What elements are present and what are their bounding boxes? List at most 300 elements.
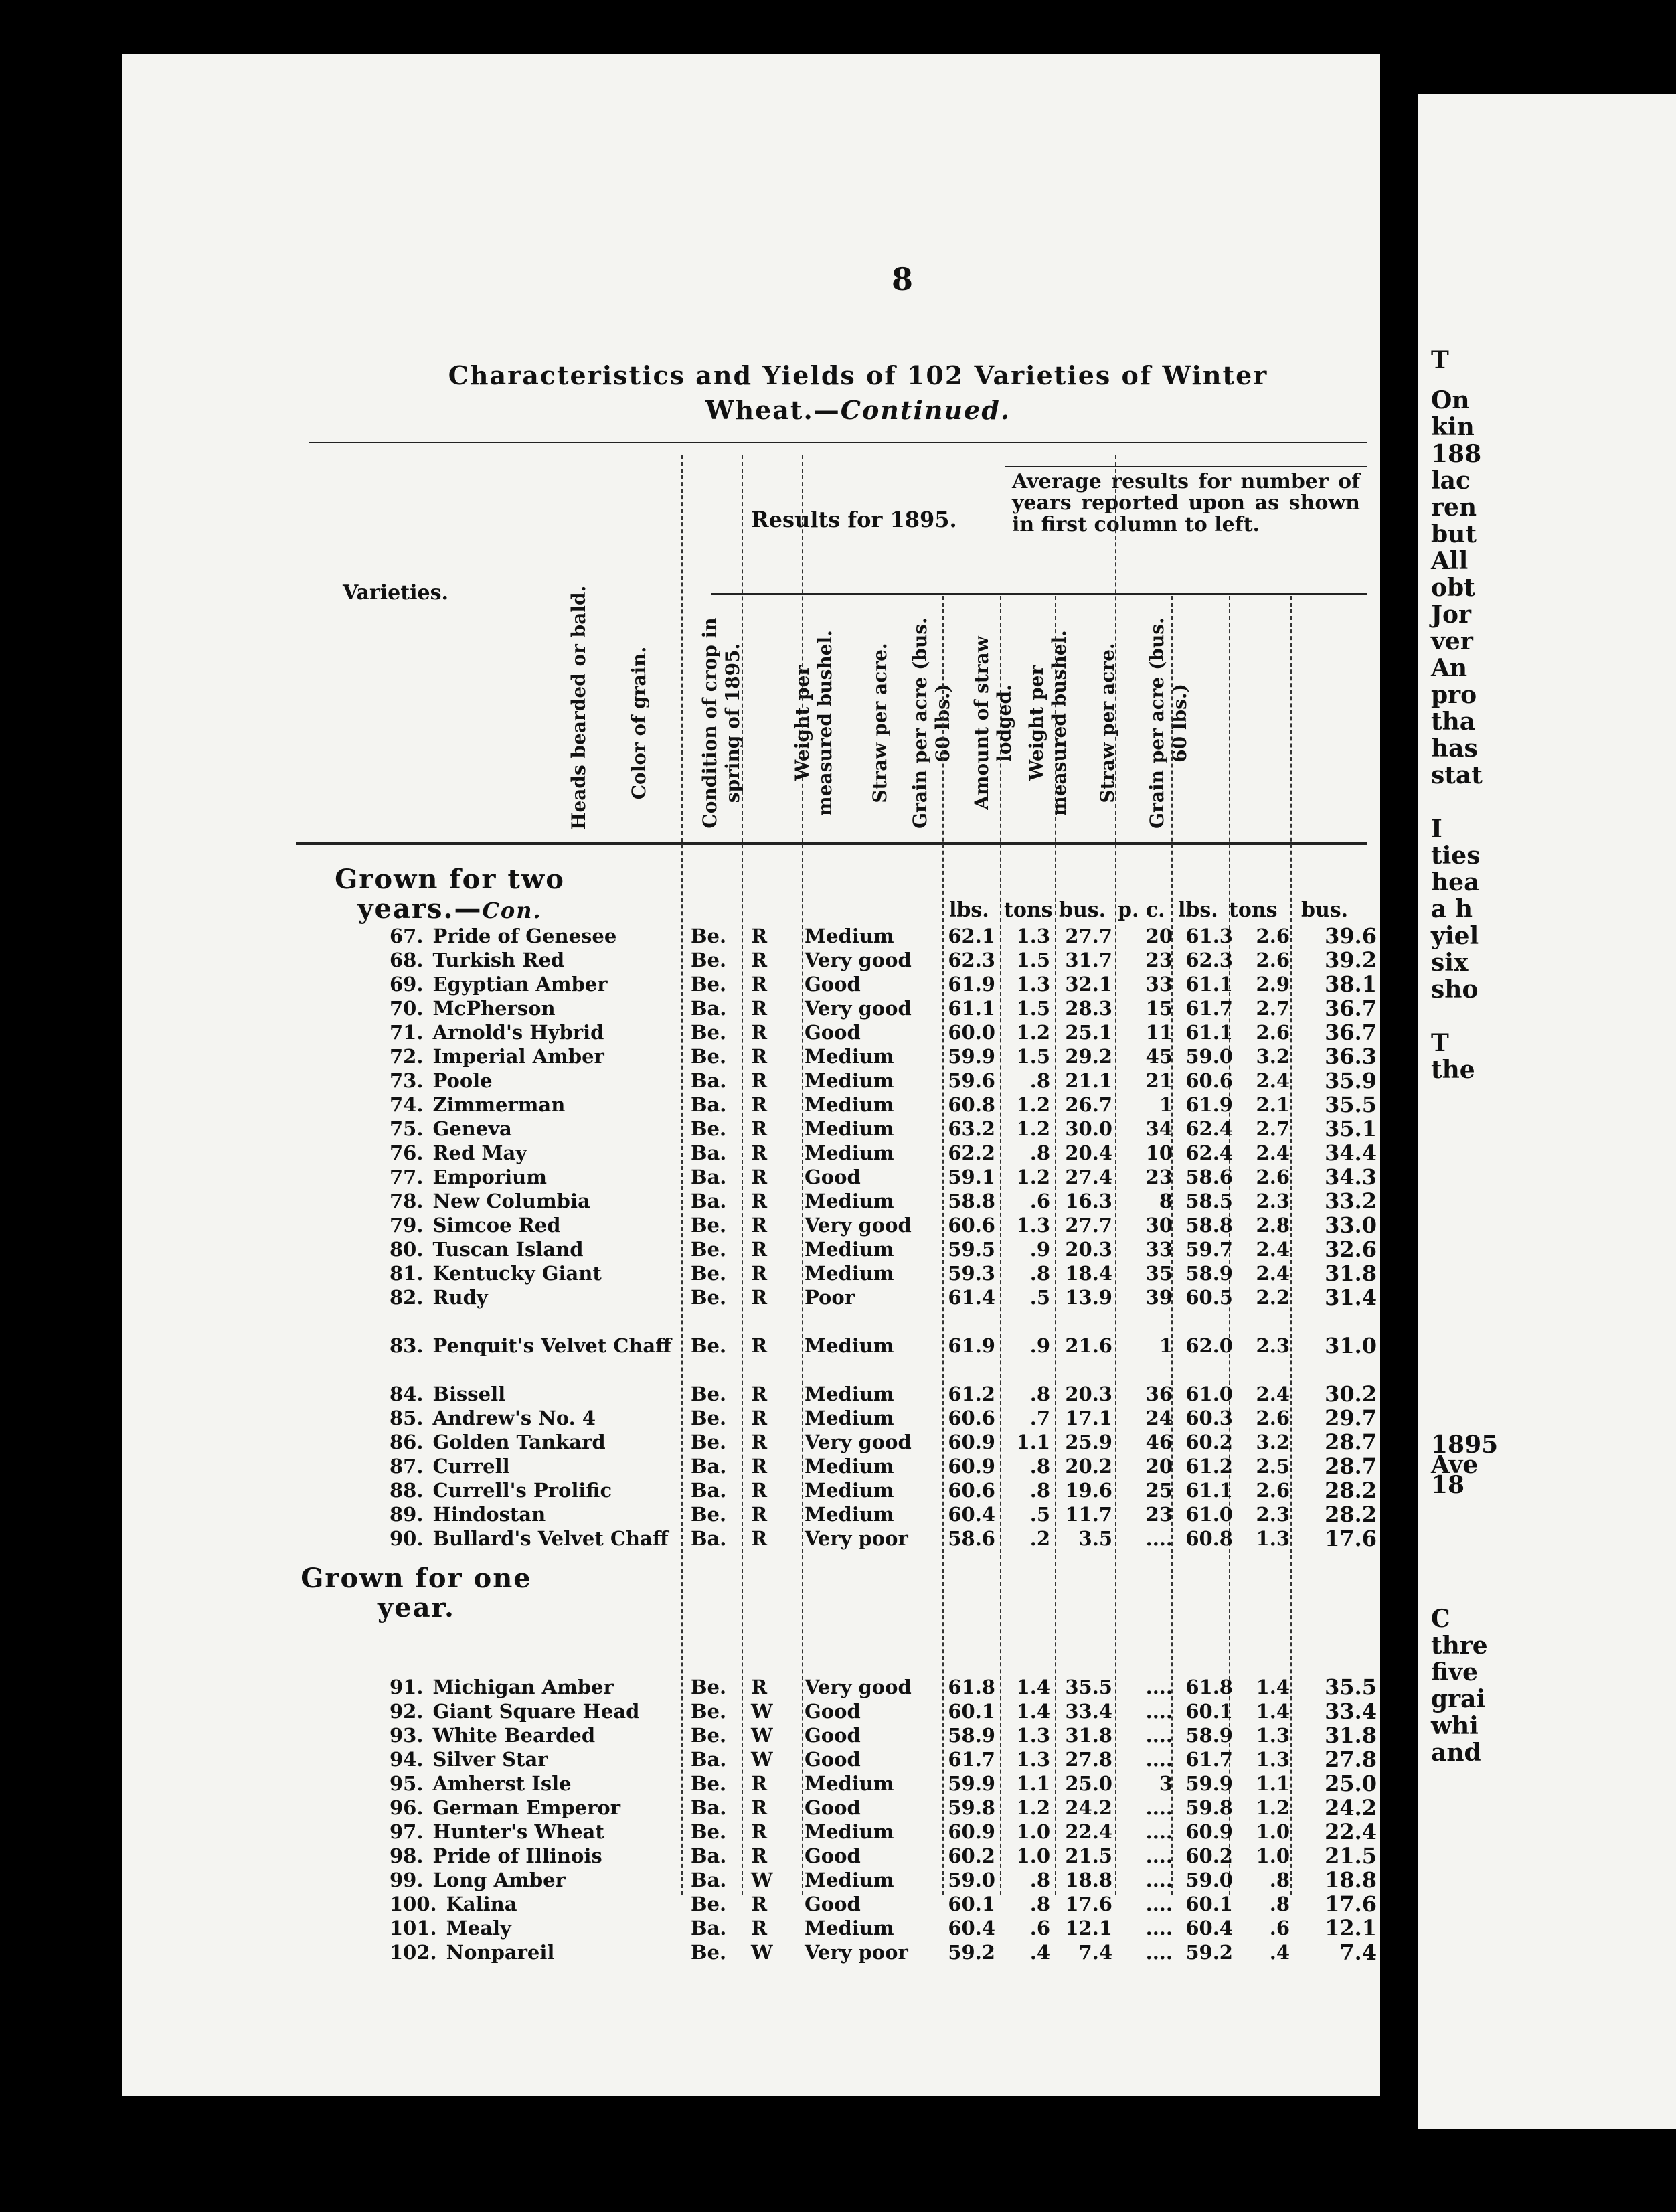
cell-heads: Be. [691, 973, 727, 996]
cell-heads: Be. [691, 1893, 727, 1915]
variety-number: 78. [390, 1190, 424, 1212]
variety-number: 82. [390, 1286, 424, 1309]
table-row [390, 948, 1394, 972]
cell-cond: Medium [805, 1479, 894, 1502]
variety-number: 72. [390, 1045, 424, 1068]
variety-label: Silver Star [432, 1748, 548, 1771]
header-weight: Weight per measured bushel. [791, 630, 836, 816]
cell-lodged: 1 [1159, 1334, 1173, 1357]
header-heads: Heads bearded or bald. [568, 585, 590, 830]
header-avg-weight: Weight per measured bushel. [1025, 630, 1070, 816]
cell-lodged: 23 [1145, 1503, 1173, 1526]
table-row [390, 1478, 1394, 1502]
cell-color: R [751, 1045, 768, 1068]
variety-number: 99. [390, 1869, 424, 1891]
facing-page-fragment: sho [1431, 975, 1479, 1004]
cell-awt: 60.3 [1185, 1407, 1233, 1429]
cell-straw: .5 [1029, 1503, 1050, 1526]
cell-straw: .4 [1029, 1941, 1050, 1964]
variety-number: 100. [390, 1893, 437, 1915]
cell-astraw: 2.2 [1256, 1286, 1290, 1309]
cell-straw: 1.3 [1016, 1748, 1050, 1771]
cell-straw: .8 [1029, 1455, 1050, 1478]
cell-awt: 59.0 [1185, 1045, 1233, 1068]
cell-straw: 1.2 [1016, 1021, 1050, 1044]
cell-straw: 1.3 [1016, 1214, 1050, 1237]
cell-wt: 59.8 [948, 1796, 995, 1819]
variety-number: 77. [390, 1166, 424, 1188]
variety-name [390, 1454, 684, 1478]
variety-number: 84. [390, 1382, 424, 1405]
document-page [122, 54, 1380, 2096]
header-color: Color of grain. [628, 646, 650, 800]
variety-number: 95. [390, 1772, 424, 1795]
cell-color: R [751, 1334, 768, 1357]
variety-label: Bullard's Velvet Chaff [432, 1527, 669, 1550]
cell-lodged: 15 [1145, 997, 1173, 1020]
variety-name [390, 1406, 684, 1430]
cell-awt: 61.7 [1185, 997, 1233, 1020]
cell-wt: 61.9 [948, 1334, 995, 1357]
variety-label: Pride of Genesee [432, 925, 617, 947]
cell-astraw: 2.7 [1256, 1117, 1290, 1140]
cell-grain: 3.5 [1078, 1527, 1112, 1550]
cell-astraw: .6 [1269, 1917, 1290, 1940]
cell-grain: 27.7 [1065, 1214, 1112, 1237]
cell-wt: 61.9 [948, 973, 995, 996]
cell-awt: 61.1 [1185, 973, 1233, 996]
cell-color: R [751, 1503, 768, 1526]
cell-cond: Good [805, 1700, 861, 1723]
cell-wt: 62.2 [948, 1141, 995, 1164]
variety-label: Currell [432, 1455, 510, 1478]
table-row [390, 1020, 1394, 1044]
cell-color: R [751, 1844, 768, 1867]
cell-lodged: 33 [1145, 1238, 1173, 1261]
facing-page-fragment: thre [1431, 1632, 1488, 1660]
facing-page-fragment: 18 [1431, 1471, 1465, 1499]
cell-cond: Medium [805, 1045, 894, 1068]
cell-grain: 25.0 [1065, 1772, 1112, 1795]
cell-lodged: 36 [1145, 1382, 1173, 1405]
cell-awt: 58.9 [1185, 1724, 1233, 1747]
variety-label: Kentucky Giant [432, 1262, 602, 1285]
cell-color: R [751, 1166, 768, 1188]
cell-cond: Very good [805, 1431, 912, 1453]
cell-heads: Be. [691, 1407, 727, 1429]
variety-number: 87. [390, 1455, 424, 1478]
cell-agrain: 34.3 [1325, 1164, 1377, 1190]
cell-heads: Be. [691, 925, 727, 947]
cell-straw: 1.1 [1016, 1431, 1050, 1453]
cell-heads: Be. [691, 949, 727, 971]
variety-number: 69. [390, 973, 424, 996]
cell-grain: 7.4 [1078, 1941, 1112, 1964]
cell-lodged: .... [1145, 1700, 1173, 1723]
variety-label: Andrew's No. 4 [432, 1407, 596, 1429]
cell-astraw: 2.6 [1256, 1407, 1290, 1429]
variety-name [390, 1796, 684, 1820]
variety-number: 75. [390, 1117, 424, 1140]
variety-label: Golden Tankard [432, 1431, 606, 1453]
cell-cond: Very poor [805, 1941, 908, 1964]
variety-label: Pride of Illinois [432, 1844, 602, 1867]
cell-astraw: 2.3 [1256, 1190, 1290, 1212]
cell-agrain: 35.5 [1325, 1092, 1377, 1117]
cell-astraw: 1.3 [1256, 1748, 1290, 1771]
variety-name [390, 1093, 684, 1117]
variety-name [390, 948, 684, 972]
cell-color: R [751, 1431, 768, 1453]
cell-cond: Medium [805, 1262, 894, 1285]
cell-astraw: 2.5 [1256, 1455, 1290, 1478]
cell-grain: 25.1 [1065, 1021, 1112, 1044]
variety-label: Bissell [432, 1382, 506, 1405]
variety-name [390, 924, 684, 948]
cell-straw: 1.2 [1016, 1796, 1050, 1819]
cell-awt: 61.0 [1185, 1382, 1233, 1405]
cell-lodged: 30 [1145, 1214, 1173, 1237]
cell-astraw: 1.3 [1256, 1527, 1290, 1550]
cell-agrain: 31.4 [1325, 1285, 1377, 1310]
cell-awt: 61.0 [1185, 1503, 1233, 1526]
cell-grain: 20.3 [1065, 1382, 1112, 1405]
cell-wt: 63.2 [948, 1117, 995, 1140]
facing-page-fragment: T [1431, 1029, 1449, 1057]
cell-wt: 60.6 [948, 1214, 995, 1237]
facing-page-fragment: ties [1431, 842, 1481, 870]
cell-wt: 61.8 [948, 1676, 995, 1698]
cell-astraw: 2.4 [1256, 1238, 1290, 1261]
cell-awt: 61.1 [1185, 1021, 1233, 1044]
cell-grain: 31.8 [1065, 1724, 1112, 1747]
cell-wt: 61.2 [948, 1382, 995, 1405]
variety-number: 92. [390, 1700, 424, 1723]
cell-agrain: 28.2 [1325, 1478, 1377, 1503]
cell-color: R [751, 1820, 768, 1843]
cell-awt: 59.2 [1185, 1941, 1233, 1964]
cell-lodged: .... [1145, 1724, 1173, 1747]
variety-label: Poole [432, 1069, 493, 1092]
cell-cond: Good [805, 1796, 861, 1819]
variety-name [390, 1189, 684, 1213]
cell-cond: Very good [805, 1676, 912, 1698]
facing-page-fragment: 188 [1431, 440, 1482, 468]
variety-name [390, 1020, 684, 1044]
table-row [390, 1675, 1394, 1699]
page-number: 8 [892, 261, 914, 297]
cell-heads: Be. [691, 1724, 727, 1747]
facing-page-fragment: grai [1431, 1685, 1486, 1713]
cell-agrain: 25.0 [1325, 1771, 1377, 1796]
cell-agrain: 35.5 [1325, 1674, 1377, 1700]
cell-agrain: 39.6 [1325, 923, 1377, 949]
cell-wt: 61.4 [948, 1286, 995, 1309]
cell-grain: 32.1 [1065, 973, 1112, 996]
variety-number: 89. [390, 1503, 424, 1526]
variety-name [390, 1892, 684, 1916]
cell-heads: Be. [691, 1045, 727, 1068]
cell-lodged: .... [1145, 1844, 1173, 1867]
variety-name [390, 1117, 684, 1141]
facing-page-fragment: tha [1431, 708, 1476, 736]
variety-label: Red May [432, 1141, 527, 1164]
facing-page-fragment: but [1431, 520, 1477, 548]
cell-agrain: 33.4 [1325, 1698, 1377, 1724]
cell-straw: .9 [1029, 1334, 1050, 1357]
header-varieties: Varieties. [343, 581, 448, 605]
cell-awt: 62.4 [1185, 1117, 1233, 1140]
cell-wt: 60.2 [948, 1844, 995, 1867]
cell-heads: Ba. [691, 1917, 727, 1940]
cell-lodged: 45 [1145, 1045, 1173, 1068]
cell-awt: 60.4 [1185, 1917, 1233, 1940]
cell-straw: 1.2 [1016, 1093, 1050, 1116]
cell-wt: 58.9 [948, 1724, 995, 1747]
variety-number: 91. [390, 1676, 424, 1698]
variety-label: Turkish Red [432, 949, 565, 971]
cell-straw: .8 [1029, 1069, 1050, 1092]
cell-awt: 61.8 [1185, 1676, 1233, 1698]
variety-name [390, 1237, 684, 1261]
cell-heads: Be. [691, 1238, 727, 1261]
facing-page-fragment: obt [1431, 574, 1475, 602]
cell-cond: Medium [805, 1382, 894, 1405]
table-row [390, 1334, 1394, 1358]
variety-number: 98. [390, 1844, 424, 1867]
cell-straw: .8 [1029, 1382, 1050, 1405]
cell-astraw: 2.6 [1256, 925, 1290, 947]
variety-name [390, 1940, 684, 1964]
cell-straw: 1.0 [1016, 1820, 1050, 1843]
table-row [390, 1044, 1394, 1069]
table-row [390, 1261, 1394, 1285]
cell-grain: 22.4 [1065, 1820, 1112, 1843]
cell-astraw: 2.9 [1256, 973, 1290, 996]
title-line-2: Wheat.—Continued. [705, 395, 1011, 425]
cell-color: R [751, 1069, 768, 1092]
cell-agrain: 33.2 [1325, 1188, 1377, 1214]
cell-awt: 58.8 [1185, 1214, 1233, 1237]
cell-cond: Very good [805, 1214, 912, 1237]
cell-lodged: .... [1145, 1869, 1173, 1891]
cell-grain: 20.2 [1065, 1455, 1112, 1478]
cell-cond: Medium [805, 1503, 894, 1526]
variety-number: 96. [390, 1796, 424, 1819]
cell-color: R [751, 1455, 768, 1478]
cell-agrain: 31.0 [1325, 1333, 1377, 1358]
cell-cond: Medium [805, 925, 894, 947]
cell-astraw: 2.1 [1256, 1093, 1290, 1116]
cell-awt: 61.3 [1185, 925, 1233, 947]
variety-label: Geneva [432, 1117, 512, 1140]
section-one-year: Grown for one year. [301, 1563, 532, 1624]
cell-lodged: 46 [1145, 1431, 1173, 1453]
cell-wt: 61.1 [948, 997, 995, 1020]
header-lodged: Amount of straw lodged. [971, 636, 1015, 810]
cell-awt: 61.9 [1185, 1093, 1233, 1116]
facing-page-fragment: stat [1431, 761, 1483, 789]
cell-wt: 60.9 [948, 1820, 995, 1843]
cell-awt: 60.1 [1185, 1700, 1233, 1723]
cell-heads: Be. [691, 1431, 727, 1453]
cell-straw: 1.5 [1016, 997, 1050, 1020]
cell-astraw: 2.4 [1256, 1141, 1290, 1164]
cell-grain: 17.6 [1065, 1893, 1112, 1915]
cell-grain: 21.6 [1065, 1334, 1112, 1357]
cell-wt: 62.1 [948, 925, 995, 947]
cell-color: R [751, 1190, 768, 1212]
variety-label: Currell's Prolific [432, 1479, 612, 1502]
table-row [390, 1699, 1394, 1723]
variety-name [390, 1675, 684, 1699]
cell-astraw: .8 [1269, 1869, 1290, 1891]
table-row [390, 1723, 1394, 1747]
cell-astraw: 2.4 [1256, 1069, 1290, 1092]
cell-astraw: 1.1 [1256, 1772, 1290, 1795]
cell-straw: .6 [1029, 1190, 1050, 1212]
cell-lodged: 20 [1145, 925, 1173, 947]
variety-number: 101. [390, 1917, 437, 1940]
unit-avg-weight: lbs. [1178, 898, 1218, 922]
cell-agrain: 29.7 [1325, 1405, 1377, 1431]
cell-awt: 58.6 [1185, 1166, 1233, 1188]
cell-agrain: 34.4 [1325, 1140, 1377, 1166]
facing-page-fragment: T [1431, 346, 1449, 374]
cell-cond: Good [805, 1724, 861, 1747]
cell-cond: Medium [805, 1869, 894, 1891]
variety-name [390, 972, 684, 996]
table-row [390, 1526, 1394, 1551]
cell-cond: Very good [805, 997, 912, 1020]
cell-awt: 60.1 [1185, 1893, 1233, 1915]
variety-name [390, 1699, 684, 1723]
cell-color: R [751, 1917, 768, 1940]
table-row [390, 1771, 1394, 1796]
cell-wt: 60.9 [948, 1431, 995, 1453]
cell-grain: 21.1 [1065, 1069, 1112, 1092]
cell-straw: 1.1 [1016, 1772, 1050, 1795]
cell-lodged: .... [1145, 1917, 1173, 1940]
variety-label: McPherson [432, 997, 556, 1020]
cell-lodged: .... [1145, 1941, 1173, 1964]
cell-heads: Ba. [691, 1141, 727, 1164]
variety-number: 68. [390, 949, 424, 971]
cell-heads: Be. [691, 1772, 727, 1795]
cell-wt: 59.9 [948, 1772, 995, 1795]
cell-color: R [751, 997, 768, 1020]
table-row [390, 996, 1394, 1020]
cell-wt: 59.3 [948, 1262, 995, 1285]
cell-color: R [751, 1021, 768, 1044]
cell-wt: 60.4 [948, 1917, 995, 1940]
cell-grain: 16.3 [1065, 1190, 1112, 1212]
table-row [390, 1093, 1394, 1117]
header-results-1895: Results for 1895. [751, 507, 957, 532]
cell-lodged: 20 [1145, 1455, 1173, 1478]
cell-color: R [751, 973, 768, 996]
variety-label: Giant Square Head [432, 1700, 640, 1723]
cell-lodged: .... [1145, 1893, 1173, 1915]
cell-cond: Medium [805, 1917, 894, 1940]
variety-name [390, 1526, 684, 1551]
cell-heads: Be. [691, 1382, 727, 1405]
variety-name [390, 1334, 684, 1358]
cell-astraw: 3.2 [1256, 1045, 1290, 1068]
header-avg-grain: Grain per acre (bus. 60 lbs.) [1146, 617, 1191, 829]
cell-wt: 60.8 [948, 1093, 995, 1116]
cell-color: R [751, 1676, 768, 1698]
cell-grain: 30.0 [1065, 1117, 1112, 1140]
cell-lodged: 39 [1145, 1286, 1173, 1309]
facing-page-fragment: An [1431, 654, 1468, 682]
cell-grain: 13.9 [1065, 1286, 1112, 1309]
cell-color: W [751, 1941, 773, 1964]
facing-page-fragment: six [1431, 949, 1469, 977]
variety-name [390, 1141, 684, 1165]
header-condition: Condition of crop in spring of 1895. [699, 617, 744, 829]
cell-heads: Be. [691, 1021, 727, 1044]
cell-cond: Medium [805, 1117, 894, 1140]
variety-number: 76. [390, 1141, 424, 1164]
facing-page-fragment: Jor [1431, 601, 1472, 629]
cell-color: R [751, 1262, 768, 1285]
cell-wt: 60.6 [948, 1479, 995, 1502]
cell-lodged: 8 [1159, 1190, 1173, 1212]
cell-lodged: .... [1145, 1527, 1173, 1550]
table-row [390, 1285, 1394, 1310]
table-row [390, 1502, 1394, 1526]
cell-wt: 62.3 [948, 949, 995, 971]
cell-grain: 11.7 [1065, 1503, 1112, 1526]
cell-agrain: 17.6 [1325, 1891, 1377, 1917]
variety-name [390, 1502, 684, 1526]
cell-heads: Be. [691, 1503, 727, 1526]
cell-heads: Be. [691, 1286, 727, 1309]
variety-name [390, 1844, 684, 1868]
cell-wt: 61.7 [948, 1748, 995, 1771]
facing-page-fragment: Ave [1431, 1451, 1479, 1479]
cell-agrain: 35.9 [1325, 1068, 1377, 1093]
cell-heads: Be. [691, 1941, 727, 1964]
cell-straw: .8 [1029, 1869, 1050, 1891]
variety-name [390, 1430, 684, 1454]
cell-straw: 1.5 [1016, 1045, 1050, 1068]
variety-name [390, 1868, 684, 1892]
cell-heads: Ba. [691, 1479, 727, 1502]
variety-name [390, 1723, 684, 1747]
cell-grain: 31.7 [1065, 949, 1112, 971]
cell-heads: Be. [691, 1214, 727, 1237]
cell-lodged: 3 [1159, 1772, 1173, 1795]
cell-straw: .8 [1029, 1141, 1050, 1164]
cell-agrain: 39.2 [1325, 947, 1377, 973]
variety-label: Imperial Amber [432, 1045, 604, 1068]
cell-wt: 59.2 [948, 1941, 995, 1964]
variety-label: Emporium [432, 1166, 547, 1188]
cell-wt: 60.0 [948, 1021, 995, 1044]
facing-page-fragment: five [1431, 1658, 1478, 1686]
variety-label: Simcoe Red [432, 1214, 561, 1237]
cell-straw: 1.3 [1016, 1724, 1050, 1747]
table-row [390, 1165, 1394, 1189]
cell-color: R [751, 1238, 768, 1261]
cell-agrain: 31.8 [1325, 1261, 1377, 1286]
variety-label: Michigan Amber [432, 1676, 614, 1698]
variety-number: 83. [390, 1334, 424, 1357]
cell-grain: 19.6 [1065, 1479, 1112, 1502]
cell-awt: 58.5 [1185, 1190, 1233, 1212]
